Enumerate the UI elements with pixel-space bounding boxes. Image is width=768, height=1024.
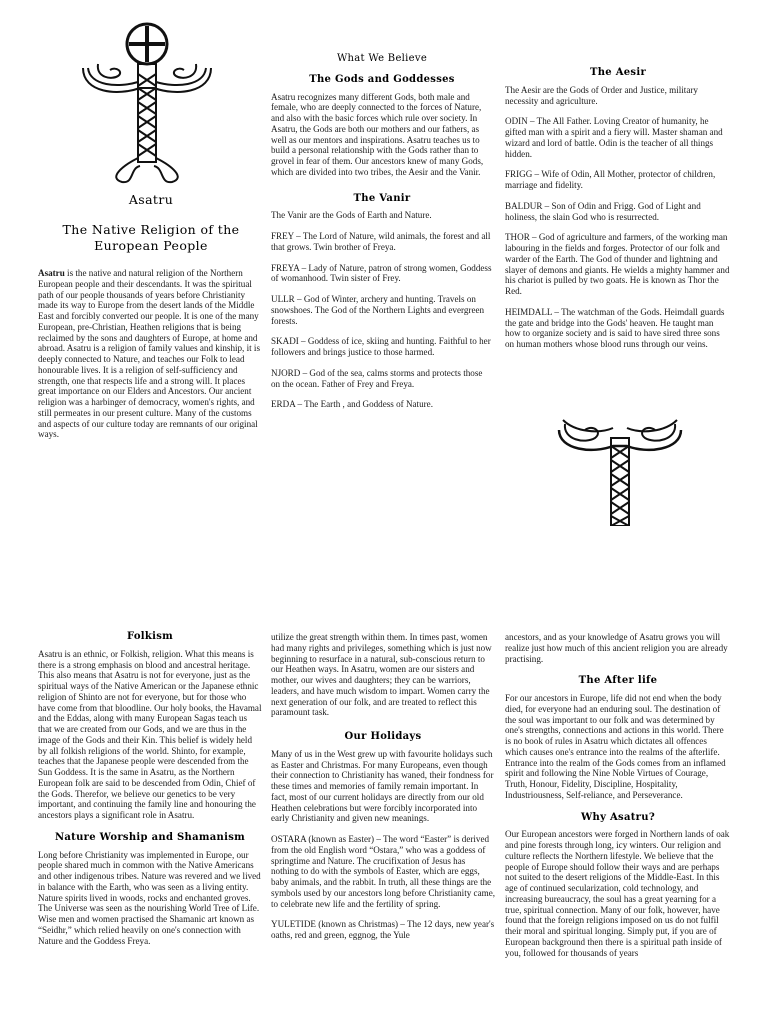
vanir-intro: The Vanir are the Gods of Earth and Nature. xyxy=(271,210,432,221)
ostara-paragraph: OSTARA (known as Easter) – The word “Easter” is derived from the old English word “Ostara,” who was a goddess of springtime and Nature. The crucifixation of Jesus has nothing to do with the symbols of Easter, which are eggs, baby animals, and the rabbit. In truth, all these things are the symbols used by our ancestors long before Christianity came, to celebrate new life and the fertility of spring. xyxy=(271,834,496,909)
nature-paragraph: Long before Christianity was implemented in Europe, our people shared much in common with the Native Americans and other indigenous tribes. Nature was revered and we lived in balance with the Earth, who was seen as a living entity. Nature spirits lived in woods, rocks and enchanted groves. The Universe was seen as the nourishing World Tree of Life. Wise men and women practised the Shamanic art known as “Seidhr,” which relied heavily on one's connection with Nature and the Goddess Freya. xyxy=(38,849,261,946)
section-header-beliefs: What We Believe xyxy=(336,53,428,64)
heading-holidays: Our Holidays xyxy=(344,731,422,742)
bottom-left-column xyxy=(38,632,262,956)
heading-folkism: Folkism xyxy=(126,631,174,642)
intro-lead: Asatru xyxy=(38,268,65,278)
irminsul-knotwork-icon xyxy=(555,416,685,526)
heading-why-asatru: Why Asatru? xyxy=(581,811,655,823)
vanir-freya: FREYA – Lady of Nature, patron of strong women, Goddess of womanhood. Twin sister of Frey. xyxy=(271,262,492,284)
top-right-column xyxy=(505,68,731,360)
vanir-erda: ERDA – The Earth , and Goddess of Nature. xyxy=(271,399,433,410)
page-title: Asatru xyxy=(128,192,174,207)
top-panel xyxy=(0,0,768,500)
vanir-frey: FREY – The Lord of Nature, wild animals, the forest and all that grows. Twin brother of Freya. xyxy=(271,231,491,252)
heading-afterlife: The After life xyxy=(578,675,658,687)
gods-paragraph: Asatru recognizes many different Gods, both male and female, who are deeply connected to the forces of Nature, and also with the basic forces which rule over society. In Asatru, the Gods are both our mothers and our fathers, as well as our mentors and inspirations. Asatru teaches us to build a personal relationship with the Gods rather than to grovel in fear of them. Our ancestors knew of many Gods, which are divided into two tribes, the Aesir and the Vanir. xyxy=(271,91,484,177)
top-middle-column xyxy=(271,54,493,420)
ancestors-continued-paragraph: ancestors, and as your knowledge of Asatru grows you will realize just how much of this ancient religion you are already practising. xyxy=(505,632,728,664)
heading-aesir: The Aesir xyxy=(589,67,647,78)
aesir-frigg: FRIGG – Wife of Odin, All Mother, protector of children, marriage and fidelity. xyxy=(505,169,716,190)
holidays-paragraph: Many of us in the West grew up with favourite holidays such as Easter and Christmas. For many Europeans, even though their connection to Christianity has waned, their fondness for these times and memories of family remain important. In fact, most of our current holidays are directly from our old Heathen celebrations but were forcibly incorporated into early Christianity and given new meanings. xyxy=(271,748,494,824)
vanir-njord: NJORD – God of the sea, calms storms and protects those on the ocean. Father of Frey and Freya. xyxy=(271,367,483,389)
women-continued-paragraph: utilize the great strength within them. In times past, women had many rights and privileges, something which is just now beginning to resurface in a natural, sub-conscious return to our Heathen ways. In Asatru, women are our sisters and mother, our wives and daughters; they can be warriors, leaders, and have much wisdom to impart. Women carry the next generation of our folk, and are treated to reflect this paramount task. xyxy=(271,632,492,718)
afterlife-paragraph: For our ancestors in Europe, life did not end when the body died, for everyone had an enduring soul. The destination of the soul was important to our folk and was determined by one's strengths, connections and actions in this world. There is no book of rules in Asatru which dictates all offences which causes one's entrance into the realms of the afterlife. Entrance into the realm of the Gods comes from an inflamed spirit and following the Nine Noble Virtues of Courage, Truth, Honour, Fidelity, Discipline, Hospitality, Industriousness, Self-reliance, and Perseverance. xyxy=(505,693,726,800)
aesir-heimdall: HEIMDALL – The watchman of the Gods. Heimdall guards the gate and bridge into the Gods' heaven. He taught man how to organize society and is said to have sired three sons on human mothers whose blood runs through our veins. xyxy=(505,306,725,349)
odin-cross-knotwork-icon xyxy=(78,18,216,186)
subtitle-line-1: The Native Religion of the xyxy=(62,222,240,237)
folkism-paragraph: Asatru is an ethnic, or Folkish, religion. What this means is there is a strong emphasis on blood and ancestral heritage. This also means that Asatru is not for everyone, just as the spiritual ways of the Native American or the Japanese ethnic religion of Shinto are not for everyone, but for those who have come from that bloodline. Our holy books, the Havamal and the Eddas, along with many European Sagas teach us that we are created from our Gods, and we are thus in the image of the Gods and their Kin. This belief is widely held by all folkish religions of the world. Shinto, for example, teaches that the Japanese people were descended from the Sun Goddess. It is the same in Asatru, as the Northern European folk are said to be descended from Odin, Chief of the Gods. Therefor, we believe our genetics to be very important, and continuing the family line and honouring the ancestors plays a significant role in Asatru. xyxy=(38,648,262,820)
aesir-odin: ODIN – The All Father. Loving Creator of humanity, he gifted man with a spirit and a fiery will. Master shaman and wizard and lord of battle. Odin is the teacher of all things hidden. xyxy=(505,116,723,159)
aesir-thor: THOR – God of agriculture and farmers, of the working man labouring in the fields and forges. Protector of our folk and warder of the Earth. The God of thunder and lightning and slayer of demons and giants. He wields a mighty hammer and his chariot is pulled by two goats. He is known as Thor the Red. xyxy=(505,232,730,296)
vanir-ullr: ULLR – God of Winter, archery and hunting. Travels on snowshoes. The God of the Northern Lights and evergreen forests. xyxy=(271,294,485,326)
intro-paragraph xyxy=(38,268,264,440)
why-asatru-paragraph: Our European ancestors were forged in Northern lands of oak and pine forests through long, icy winters. Our religion and culture reflects the Northern lifestyle. We believe that the people of Europe should follow their ways and are perhaps not suited to the desert religions of the Middle-East. In this age of continued secularization, cold technology, and increasing bureaucracy, the soul has a great yearning for a true, spiritual connection. Many of our folk, however, have found that the foreign religions imposed on us do not fulfil their moral and spiritual longing. Simply put, if you are of European background then there is a spiritual path inside of you, followed for thousands of years xyxy=(505,829,730,958)
heading-gods-goddesses: The Gods and Goddesses xyxy=(309,73,455,85)
bottom-middle-column xyxy=(271,632,495,951)
heading-nature-worship: Nature Worship and Shamanism xyxy=(54,831,246,843)
subtitle-line-2: European People xyxy=(94,238,208,253)
top-left-column xyxy=(38,192,264,440)
heading-vanir: The Vanir xyxy=(353,192,411,204)
bottom-panel xyxy=(0,626,768,1024)
yuletide-paragraph: YULETIDE (known as Christmas) – The 12 days, new year's oaths, red and green, eggnog, the Yule xyxy=(271,919,495,940)
intro-text: is the native and natural religion of the Northern European people and their descendants. It was the spiritual path of our people thousands of years before Christianity made its way to Europe from the desert lands of the Middle East and forcibly converted our people. It is one of the many European, pre-Christian, Heathen religions that is being reclaimed by the sons and daughters of Europe, at home and abroad. Asatru is a religion of family values and kinship, it is deeply connected to Nature, and teaches our Folk to lead honourable lives. It is a religion of self-sufficiency and strength, one that respects life and a strong will. It places great importance on our Elders and Ancestors. Our ancient religion was a harbinger of democracy, women's rights, and still permeates in our present culture. Many of the customs and aspects of our culture today are remnants of our original ways. xyxy=(38,268,260,440)
bottom-right-column xyxy=(505,632,731,968)
aesir-baldur: BALDUR – Son of Odin and Frigg. God of Light and holiness, the slain God who is resurrected. xyxy=(505,200,701,222)
aesir-intro: The Aesir are the Gods of Order and Justice, military necessity and agriculture. xyxy=(505,84,698,106)
vanir-skadi: SKADI – Goddess of ice, skiing and hunting. Faithful to her followers and brings justice to those harmed. xyxy=(271,336,491,357)
